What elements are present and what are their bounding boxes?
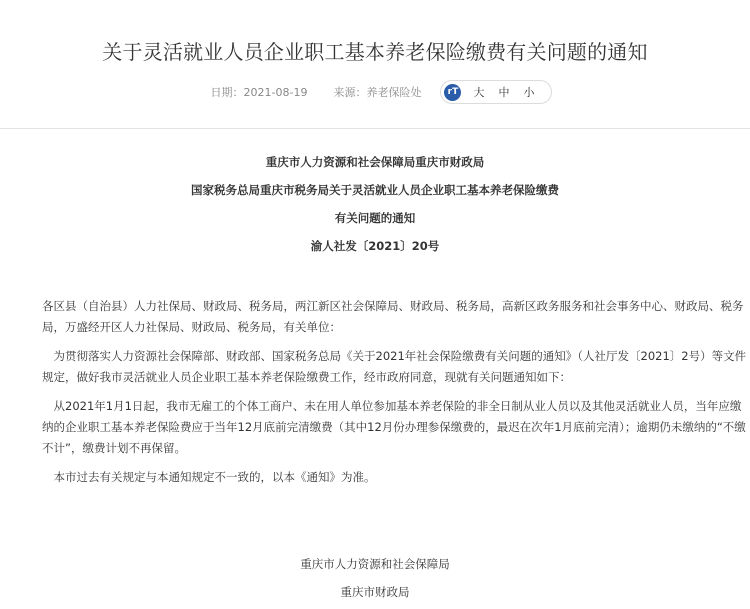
issuer-line-1: 重庆市人力资源和社会保障局重庆市财政局 [265,155,485,169]
paragraph-addressees: 各区县（自治县）人力社保局、财政局、税务局，两江新区社会保障局、财政局、税务局，高新区政务服务和社会事务中心、财政局、税务局，万盛经开区人力社保局、财政局、税务局，有关单位： [42,299,744,334]
publish-date: 日期：2021-08-19 [210,86,308,99]
font-size-switcher [440,80,552,104]
font-size-small-button[interactable]: 小 [523,86,535,99]
issuer-line-2: 国家税务总局重庆市税务局关于灵活就业人员企业职工基本养老保险缴费 [191,183,559,197]
signature-finance: 重庆市财政局 [340,585,410,599]
document-title: 有关问题的通知 [334,211,416,225]
paragraph-closing: 本市过去有关规定与本通知规定不一致的，以本《通知》为准。 [53,470,376,484]
paragraph-intro: 为贯彻落实人力资源社会保障部、财政部、国家税务总局《关于2021年社会保险缴费有关问题的通知》（人社厅发〔2021〕2号）等文件规定，做好我市灵活就业人员企业职工基本养老保险缴费工作，经市政府同意，现就有关问题通知如下： [42,349,747,384]
document-number: 渝人社发〔2021〕20号 [310,239,440,253]
font-size-icon: rT [444,84,461,101]
article-header [0,0,750,129]
font-size-medium-button[interactable]: 中 [498,86,510,99]
article-source: 来源：养老保险处 [333,86,422,99]
page-title: 关于灵活就业人员企业职工基本养老保险缴费有关问题的通知 [102,40,648,64]
signature-hrss: 重庆市人力资源和社会保障局 [300,557,450,571]
article-meta [0,80,750,104]
font-size-large-button[interactable]: 大 [473,86,485,99]
paragraph-main: 从2021年1月1日起，我市无雇工的个体工商户、未在用人单位参加基本养老保险的非全日制从业人员以及其他灵活就业人员，当年应缴纳的企业职工基本养老保险费应于当年12月底前完清缴费（其中12月份办理参保缴费的，最迟在次年1月底前完清）；逾期仍未缴纳的“不缴不计”，缴费计划不再保留。 [42,399,746,455]
